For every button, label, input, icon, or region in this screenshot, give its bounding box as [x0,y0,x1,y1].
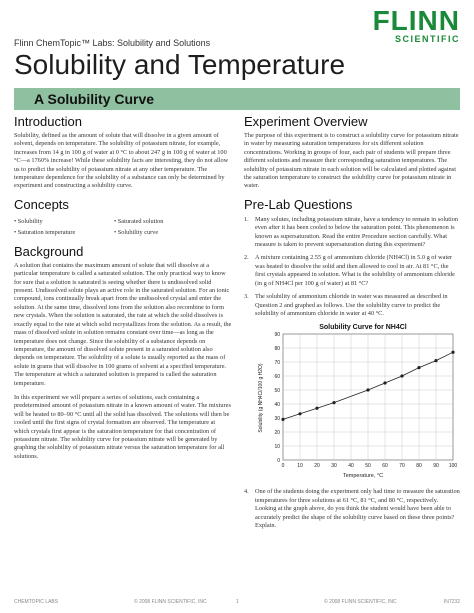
question-text: Many solutes, including potassium nitrate, have a tendency to remain in solution even after it has been cooled to below the saturation point. This phenomenon is known as supersaturation. Read the entire Procedure section carefully. What measure is taken to prevent supersaturation during this experiment? [255,215,459,249]
left-column [14,114,232,461]
chart-y-tick-label: 80 [274,346,280,353]
question-text: A mixture containing 2.55 g of ammonium chloride (NH4Cl) in 5.0 g of water was heated to dissolve the solid and then allowed to cool in air. At 81 °C, the first crystals appeared in solution. What is the solubility of ammonium chloride (in g of NH4Cl per 100 g of water) at 81 °C? [255,254,455,287]
chart-x-tick-label: 60 [382,463,388,470]
question-text: One of the students doing the experiment only had time to measure the saturation temperatures for three solutions at 61 °C, 81 °C, and 80 °C, respectively. Looking at the graph above, do you think the student would have been able to accurately predict the shape of the solubility curve based on these three points? Explain. [255,488,460,529]
chart-x-tick-label: 30 [331,463,337,470]
prelab-question-4 [244,488,460,530]
chart-y-tick-label: 10 [274,444,280,451]
chart-x-tick-label: 40 [348,463,354,470]
concept-item: • Solubility [14,217,43,225]
chart-title: Solubility Curve for NH4Cl [319,324,407,332]
logo-main-text: FLINN [372,5,460,36]
chart-y-tick-label: 30 [274,416,280,423]
chart-data-point [298,413,301,416]
chart-x-tick-label: 0 [281,463,285,470]
question-number: 2. [244,254,249,262]
footer-page-number: 1 [236,599,239,605]
chart-data-point [417,366,420,369]
background-text-1: A solution that contains the maximum amount of solute that will dissolve at a particular temperature is called a saturated solution. The only practical way to know for sure that a solution is saturated is seeing whether there is undissolved solid present. Undissolved solute plays an active role in the saturated solution. For an ionic compound, ions continually break apart from the undissolved crystal and enter the solution. At the same time, dissolved ions from the solution also recombine to form new crystals. When the solution is saturated, the rate at which the solid dissolves is exactly equal to the rate at which solid recrystallizes from the solution. As a result, the mass of dissolved solute in solution remains constant over time—as long as the temperature does not change. Since the solubility of a substance depends on temperature, the amount of dissolved solute present in a saturated solution also depends on temperature. The solubility of a solute is usually reported as the mass of solute in grams that will dissolve in 100 grams of solvent at a specified temperature. The temperature at which a saturated solution is prepared is called the saturation temperature. [14,261,232,387]
chart-x-tick-label: 50 [365,463,371,470]
chart-data-point [366,389,369,392]
question-text: The solubility of ammonium chloride in water was measured as described in Question 2 and graphed as follows. Use the solubility curve to predict the solubility of ammonium chloride in water at 40 °C. [255,293,448,317]
intro-text: Solubility, defined as the amount of solute that will dissolve in a given amount of solvent, depends on temperature. The solubility of potassium nitrate, for example, increases from 14 g in 100 g of water at 0 °C to about 247 g in 100 g of water at 100 °C—a 1760% increase! While these solubility facts are interesting, they do not allow us to predict the solubility of potassium nitrate at any other temperature. The temperature dependence for the solubility of a substance can only be determined by experiment and constructing a solubility curve. [14,132,229,190]
chart-y-tick-label: 0 [277,458,280,465]
flinn-logo [372,5,460,44]
footer-right: IN7232 [443,599,460,605]
page-title: Solubility and Temperature [14,49,346,80]
chart-y-tick-label: 60 [274,374,280,381]
concept-item: • Saturation temperature [14,228,76,236]
chart-y-axis-label: Solubility (g NH4Cl/100 g H2O) [258,363,264,433]
chart-x-tick-label: 70 [399,463,405,470]
question-number: 4. [244,488,249,496]
chart-ticks [274,332,457,469]
chart-data-point [434,359,437,362]
chart-data-point [451,351,454,354]
chart-x-tick-label: 90 [433,463,439,470]
chart-data-point [400,375,403,378]
chart-data-point [383,382,386,385]
overview-heading: Experiment Overview [244,114,368,129]
chart-y-tick-label: 70 [274,360,280,367]
footer-copyright: © 2008 FLINN SCIENTIFIC, INC [324,599,397,605]
concepts-heading: Concepts [14,196,69,212]
chart-grid [283,334,453,460]
chart-y-tick-label: 20 [274,430,280,437]
chart-data-point [281,418,284,421]
background-heading: Background [14,243,84,259]
chart-y-tick-label: 40 [274,402,280,409]
footer-copyright: © 2008 FLINN SCIENTIFIC, INC [134,599,207,605]
question-number: 1. [244,215,249,223]
concept-item: • Saturated solution [114,217,164,225]
chart-x-axis-label: Temperature, °C [342,473,384,480]
background-text-2: In this experiment we will prepare a series of solutions, each containing a predetermined amount of potassium nitrate in a known amount of water. The mixtures will be heated to 80–90 °C until all the solid has dissolved. The solutions will then be cooled until the first signs of crystal formation are observed. The temperature at which crystals first appear is the saturation temperature for that concentration of potassium nitrate. The solubility curve for potassium nitrate will be generated by graphing the solubility of potassium nitrate versus the saturation temperature for all solutions. [14,393,231,460]
prelab-heading: Pre-Lab Questions [244,196,353,212]
logo-sub-text: SCIENTIFIC [394,34,460,44]
solubility-chart [255,320,460,485]
concepts-list [14,216,232,238]
right-column [244,114,460,530]
intro-heading: Introduction [14,114,82,129]
footer-left: CHEMTOPIC LABS [14,599,59,605]
page-subtitle: A Solubility Curve [34,91,155,107]
prelab-question-1 [244,216,460,250]
prelab-question-3 [244,293,460,318]
prelab-question-2 [244,254,460,288]
page-footer [14,599,460,607]
chart-y-tick-label: 90 [274,332,280,339]
overview-text: The purpose of this experiment is to construct a solubility curve for potassium nitrate in water by measuring saturation temperatures for six different solution concentrations. Working in groups of four, each pair of students will prepare three different solutions and measure their corresponding saturation temperatures. The solubility of potassium nitrate in each solution will be calculated and plotted against the saturation temperature to construct the solubility curve for potassium nitrate in water. [244,132,459,190]
series-kicker: Flinn ChemTopic™ Labs: Solubility and Solutions [14,38,211,48]
chart-x-tick-label: 100 [448,463,458,470]
question-number: 3. [244,293,249,301]
chart-x-tick-label: 10 [297,463,303,470]
chart-x-tick-label: 80 [416,463,422,470]
chart-y-tick-label: 50 [274,388,280,395]
concept-item: • Solubility curve [114,228,159,236]
chart-svg [255,320,458,480]
chart-x-tick-label: 20 [314,463,320,470]
chart-data-point [332,401,335,404]
chart-data-point [315,407,318,410]
